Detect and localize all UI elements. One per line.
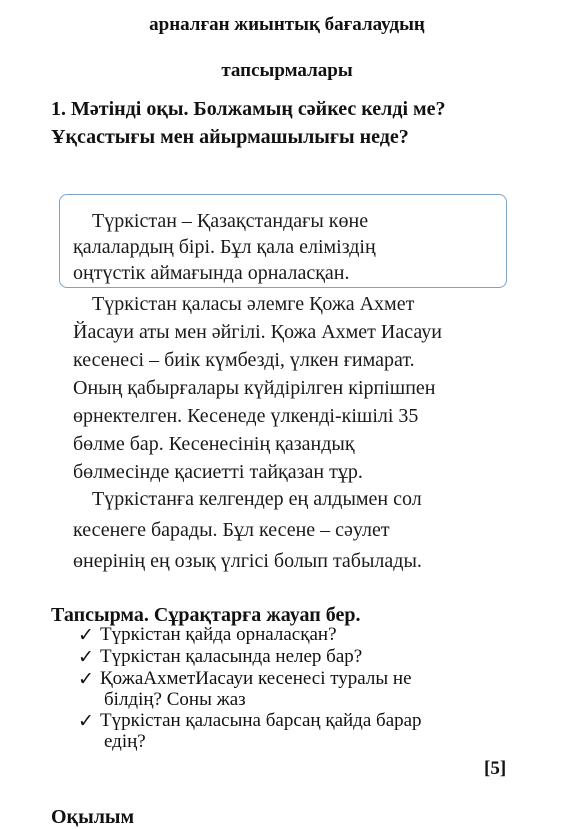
text-line: кесенеге барады. Бұл кесене – сәулет	[73, 519, 390, 541]
task-heading: Тапсырма. Сұрақтарға жауап бер.	[51, 604, 361, 626]
next-section-heading-partial: Оқылым	[51, 806, 135, 828]
task-item: ҚожаАхметИасауи кесенесі туралы не	[100, 668, 412, 689]
task-item-continued: білдің? Соны жаз	[104, 689, 246, 710]
text-line: Түркістанға келгендер ең алдымен сол	[92, 488, 422, 510]
heading-line-2: тапсырмалары	[221, 60, 353, 81]
task-item: Түркістан қаласына барсаң қайда барар	[100, 710, 422, 731]
question-1-line-2: Ұқсастығы мен айырмашылығы неде?	[51, 126, 409, 148]
text-line: өрнектелген. Кесенеде үлкенді-кішілі 35	[73, 405, 419, 427]
text-line: Оның қабырғалары күйдірілген кірпішпен	[73, 377, 436, 399]
score-label: [5]	[484, 758, 507, 779]
checkmark-icon: ✓	[78, 669, 94, 690]
task-item-continued: едің?	[104, 731, 146, 752]
text-line: Түркістан – Қазақстандағы көне	[92, 210, 369, 232]
question-1-line-1: 1. Мәтінді оқы. Болжамың сәйкес келді ме?	[51, 98, 446, 120]
checkmark-icon: ✓	[78, 711, 94, 732]
text-line: Түркістан қаласы әлемге Қожа Ахмет	[92, 293, 415, 315]
text-line: кесенесі – биік күмбезді, үлкен ғимарат.	[73, 349, 415, 371]
text-line: бөлме бар. Кесенесінің қазандық	[73, 433, 355, 455]
text-line: қалалардың бірі. Бұл қала еліміздің	[73, 236, 376, 258]
text-line: бөлмесінде қасиетті тайқазан тұр.	[73, 461, 363, 483]
task-item: Түркістан қайда орналасқан?	[100, 624, 337, 645]
text-line: өнерінің ең озық үлгісі болып табылады.	[73, 550, 422, 572]
text-line: Йасауи аты мен әйгілі. Қожа Ахмет Иасауи	[73, 321, 442, 343]
task-item: Түркістан қаласында нелер бар?	[100, 646, 363, 667]
checkmark-icon: ✓	[78, 647, 94, 668]
text-line: оңтүстік аймағында орналасқан.	[73, 262, 350, 284]
heading-line-1: арналған жиынтық бағалаудың	[149, 14, 425, 35]
checkmark-icon: ✓	[78, 625, 94, 646]
